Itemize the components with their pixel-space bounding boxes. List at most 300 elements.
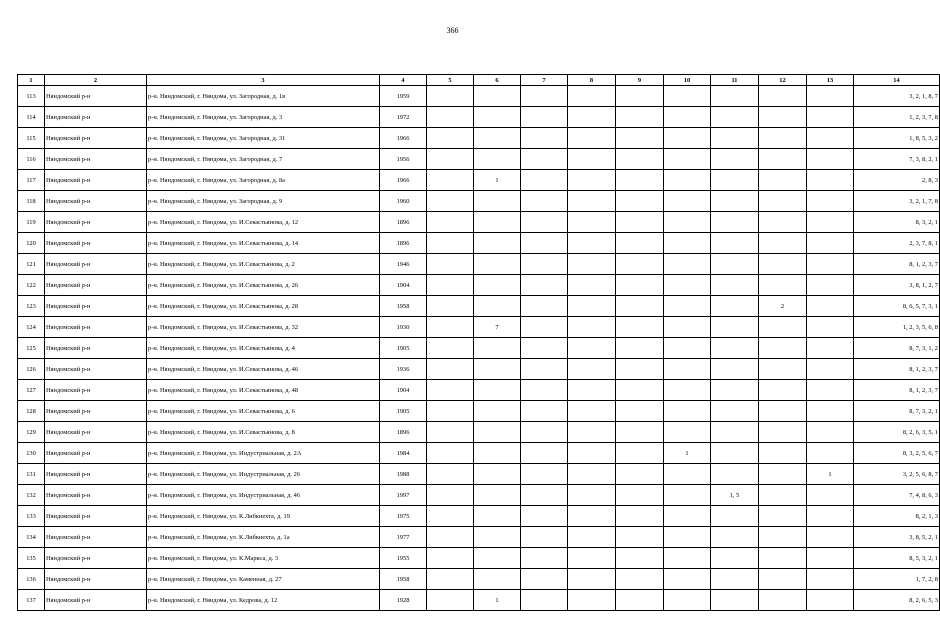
year-cell: 1966	[380, 128, 427, 149]
col5-cell	[427, 443, 474, 464]
col12-cell	[759, 107, 807, 128]
col7-cell	[521, 149, 568, 170]
col9-cell	[616, 191, 664, 212]
col13-cell: 1	[807, 464, 854, 485]
col5-cell	[427, 380, 474, 401]
col10-cell	[664, 422, 711, 443]
col13-cell	[807, 128, 854, 149]
address-cell: р-н. Няндомский, г. Няндома, ул. Загородная, д. 1в	[147, 86, 380, 107]
col6-cell: 7	[474, 317, 521, 338]
address-cell: р-н. Няндомский, г. Няндома, ул. И.Севастьянова, д. 46	[147, 359, 380, 380]
col6-cell	[474, 191, 521, 212]
col8-cell	[568, 527, 616, 548]
col5-cell	[427, 569, 474, 590]
col12-cell	[759, 317, 807, 338]
row-number: 125	[18, 338, 45, 359]
col7-cell	[521, 527, 568, 548]
row-number: 132	[18, 485, 45, 506]
col11-cell	[711, 233, 759, 254]
district-cell: Няндомский р-н	[45, 506, 147, 527]
col12-cell	[759, 212, 807, 233]
col12-cell: 2	[759, 296, 807, 317]
col5-cell	[427, 107, 474, 128]
col10-cell	[664, 359, 711, 380]
year-cell: 1904	[380, 380, 427, 401]
col7-cell	[521, 233, 568, 254]
table-row	[18, 254, 940, 275]
col8-cell	[568, 128, 616, 149]
district-cell: Няндомский р-н	[45, 296, 147, 317]
col5-cell	[427, 464, 474, 485]
district-cell: Няндомский р-н	[45, 380, 147, 401]
col7-cell	[521, 422, 568, 443]
col11-cell	[711, 191, 759, 212]
col6-cell	[474, 464, 521, 485]
col12-cell	[759, 128, 807, 149]
address-cell: р-н. Няндомский, г. Няндома, ул. И.Севастьянова, д. 14	[147, 233, 380, 254]
col9-cell	[616, 359, 664, 380]
col5-cell	[427, 254, 474, 275]
col11-cell	[711, 149, 759, 170]
col11-cell	[711, 548, 759, 569]
year-cell: 1966	[380, 170, 427, 191]
col12-cell	[759, 254, 807, 275]
year-cell: 1896	[380, 212, 427, 233]
col14-cell: 7, 3, 8, 2, 1	[854, 149, 940, 170]
col11-cell	[711, 107, 759, 128]
col6-cell	[474, 506, 521, 527]
col11-cell	[711, 296, 759, 317]
col8-cell	[568, 422, 616, 443]
address-cell: р-н. Няндомский, г. Няндома, ул. Загородная, д. 9	[147, 191, 380, 212]
col5-cell	[427, 548, 474, 569]
column-header-14: 14	[854, 75, 940, 86]
col13-cell	[807, 149, 854, 170]
col8-cell	[568, 359, 616, 380]
district-cell: Няндомский р-н	[45, 212, 147, 233]
col8-cell	[568, 254, 616, 275]
col8-cell	[568, 569, 616, 590]
address-cell: р-н. Няндомский, г. Няндома, ул. И.Севастьянова, д. 26	[147, 275, 380, 296]
table-row	[18, 443, 940, 464]
row-number: 122	[18, 275, 45, 296]
district-cell: Няндомский р-н	[45, 485, 147, 506]
col10-cell	[664, 527, 711, 548]
column-header-3: 3	[147, 75, 380, 86]
col5-cell	[427, 212, 474, 233]
col8-cell	[568, 233, 616, 254]
table-row	[18, 485, 940, 506]
year-cell: 1997	[380, 485, 427, 506]
col14-cell: 7, 4, 8, 6, 3	[854, 485, 940, 506]
col6-cell: 1	[474, 170, 521, 191]
address-cell: р-н. Няндомский, г. Няндома, ул. Загородная, д. 7	[147, 149, 380, 170]
col5-cell	[427, 86, 474, 107]
col13-cell	[807, 485, 854, 506]
year-cell: 1955	[380, 548, 427, 569]
address-cell: р-н. Няндомский, г. Няндома, ул. Загородная, д. 8а	[147, 170, 380, 191]
col7-cell	[521, 275, 568, 296]
col14-cell: 8, 1, 2, 3, 7	[854, 254, 940, 275]
col7-cell	[521, 380, 568, 401]
header-row	[18, 75, 940, 86]
row-number: 113	[18, 86, 45, 107]
year-cell: 1958	[380, 296, 427, 317]
table-row	[18, 107, 940, 128]
col11-cell	[711, 128, 759, 149]
year-cell: 1958	[380, 569, 427, 590]
address-cell: р-н. Няндомский, г. Няндома, ул. И.Севастьянова, д. 6	[147, 401, 380, 422]
col5-cell	[427, 338, 474, 359]
row-number: 121	[18, 254, 45, 275]
year-cell: 1928	[380, 590, 427, 611]
address-cell: р-н. Няндомский, г. Няндома, ул. Индустриальная, д. 2А	[147, 443, 380, 464]
col14-cell: 8, 2, 1, 3	[854, 506, 940, 527]
col10-cell: 1	[664, 443, 711, 464]
district-cell: Няндомский р-н	[45, 254, 147, 275]
col6-cell: 1	[474, 590, 521, 611]
col5-cell	[427, 170, 474, 191]
col14-cell: 1, 7, 2, 8	[854, 569, 940, 590]
table-row	[18, 506, 940, 527]
address-cell: р-н. Няндомский, г. Няндома, ул. Кедрова, д. 12	[147, 590, 380, 611]
col7-cell	[521, 317, 568, 338]
table-row	[18, 338, 940, 359]
col6-cell	[474, 401, 521, 422]
col10-cell	[664, 296, 711, 317]
col13-cell	[807, 170, 854, 191]
row-number: 129	[18, 422, 45, 443]
column-header-11: 11	[711, 75, 759, 86]
col12-cell	[759, 170, 807, 191]
col6-cell	[474, 527, 521, 548]
row-number: 116	[18, 149, 45, 170]
col10-cell	[664, 569, 711, 590]
district-cell: Няндомский р-н	[45, 401, 147, 422]
col5-cell	[427, 233, 474, 254]
col9-cell	[616, 170, 664, 191]
col13-cell	[807, 86, 854, 107]
col9-cell	[616, 212, 664, 233]
col11-cell	[711, 464, 759, 485]
col8-cell	[568, 86, 616, 107]
col13-cell	[807, 296, 854, 317]
row-number: 126	[18, 359, 45, 380]
column-header-10: 10	[664, 75, 711, 86]
address-cell: р-н. Няндомский, г. Няндома, ул. К.Либкнехта, д. 1а	[147, 527, 380, 548]
col7-cell	[521, 254, 568, 275]
table-row	[18, 212, 940, 233]
col5-cell	[427, 422, 474, 443]
col11-cell	[711, 254, 759, 275]
row-number: 127	[18, 380, 45, 401]
col10-cell	[664, 212, 711, 233]
col8-cell	[568, 296, 616, 317]
col9-cell	[616, 296, 664, 317]
col11-cell	[711, 443, 759, 464]
col9-cell	[616, 380, 664, 401]
district-cell: Няндомский р-н	[45, 191, 147, 212]
col9-cell	[616, 254, 664, 275]
col11-cell	[711, 401, 759, 422]
col6-cell	[474, 485, 521, 506]
address-cell: р-н. Няндомский, г. Няндома, ул. Индустриальная, д. 26	[147, 464, 380, 485]
col7-cell	[521, 401, 568, 422]
col6-cell	[474, 149, 521, 170]
col6-cell	[474, 359, 521, 380]
col8-cell	[568, 464, 616, 485]
col14-cell: 8, 5, 3, 2, 1	[854, 548, 940, 569]
col14-cell: 8, 1, 2, 3, 7	[854, 359, 940, 380]
col14-cell: 3, 2, 5, 6, 8, 7	[854, 464, 940, 485]
year-cell: 1930	[380, 317, 427, 338]
col11-cell	[711, 212, 759, 233]
address-cell: р-н. Няндомский, г. Няндома, ул. К.Либкнехта, д. 19	[147, 506, 380, 527]
col5-cell	[427, 296, 474, 317]
col8-cell	[568, 149, 616, 170]
col12-cell	[759, 443, 807, 464]
col13-cell	[807, 380, 854, 401]
row-number: 133	[18, 506, 45, 527]
col6-cell	[474, 338, 521, 359]
col9-cell	[616, 401, 664, 422]
col9-cell	[616, 506, 664, 527]
column-header-9: 9	[616, 75, 664, 86]
col6-cell	[474, 443, 521, 464]
year-cell: 1960	[380, 191, 427, 212]
col13-cell	[807, 191, 854, 212]
col9-cell	[616, 590, 664, 611]
col12-cell	[759, 275, 807, 296]
table-body	[18, 86, 940, 611]
address-cell: р-н. Няндомский, г. Няндома, ул. Индустриальная, д. 46	[147, 485, 380, 506]
col8-cell	[568, 107, 616, 128]
row-number: 117	[18, 170, 45, 191]
district-cell: Няндомский р-н	[45, 317, 147, 338]
col6-cell	[474, 128, 521, 149]
col14-cell: 3, 8, 5, 2, 1	[854, 527, 940, 548]
table-row	[18, 548, 940, 569]
col14-cell: 8, 7, 3, 2, 1	[854, 401, 940, 422]
district-cell: Няндомский р-н	[45, 359, 147, 380]
district-cell: Няндомский р-н	[45, 422, 147, 443]
col7-cell	[521, 128, 568, 149]
col6-cell	[474, 380, 521, 401]
table-row	[18, 359, 940, 380]
row-number: 120	[18, 233, 45, 254]
col13-cell	[807, 212, 854, 233]
table-row	[18, 149, 940, 170]
col13-cell	[807, 590, 854, 611]
col12-cell	[759, 191, 807, 212]
col10-cell	[664, 401, 711, 422]
col9-cell	[616, 275, 664, 296]
district-cell: Няндомский р-н	[45, 275, 147, 296]
year-cell: 1946	[380, 254, 427, 275]
col10-cell	[664, 254, 711, 275]
col11-cell	[711, 590, 759, 611]
year-cell: 1896	[380, 422, 427, 443]
col5-cell	[427, 128, 474, 149]
col11-cell	[711, 338, 759, 359]
row-number: 119	[18, 212, 45, 233]
col8-cell	[568, 317, 616, 338]
address-cell: р-н. Няндомский, г. Няндома, ул. И.Севастьянова, д. 8	[147, 422, 380, 443]
col7-cell	[521, 107, 568, 128]
district-cell: Няндомский р-н	[45, 569, 147, 590]
col8-cell	[568, 590, 616, 611]
col5-cell	[427, 191, 474, 212]
col9-cell	[616, 527, 664, 548]
col11-cell	[711, 170, 759, 191]
col13-cell	[807, 338, 854, 359]
table-row	[18, 527, 940, 548]
district-cell: Няндомский р-н	[45, 86, 147, 107]
col13-cell	[807, 359, 854, 380]
col10-cell	[664, 464, 711, 485]
col12-cell	[759, 338, 807, 359]
col10-cell	[664, 128, 711, 149]
col9-cell	[616, 485, 664, 506]
col11-cell	[711, 317, 759, 338]
col14-cell: 8, 7, 3, 1, 2	[854, 338, 940, 359]
district-cell: Няндомский р-н	[45, 527, 147, 548]
col11-cell	[711, 380, 759, 401]
col6-cell	[474, 254, 521, 275]
col14-cell: 8, 3, 2, 1	[854, 212, 940, 233]
col6-cell	[474, 212, 521, 233]
row-number: 135	[18, 548, 45, 569]
col7-cell	[521, 590, 568, 611]
col9-cell	[616, 86, 664, 107]
col7-cell	[521, 569, 568, 590]
col12-cell	[759, 149, 807, 170]
district-cell: Няндомский р-н	[45, 590, 147, 611]
address-cell: р-н. Няндомский, г. Няндома, ул. И.Севастьянова, д. 48	[147, 380, 380, 401]
col10-cell	[664, 485, 711, 506]
col12-cell	[759, 527, 807, 548]
col10-cell	[664, 191, 711, 212]
col14-cell: 1, 2, 3, 5, 6, 8	[854, 317, 940, 338]
col6-cell	[474, 86, 521, 107]
district-cell: Няндомский р-н	[45, 170, 147, 191]
year-cell: 1896	[380, 233, 427, 254]
col6-cell	[474, 233, 521, 254]
district-cell: Няндомский р-н	[45, 338, 147, 359]
row-number: 131	[18, 464, 45, 485]
col10-cell	[664, 590, 711, 611]
district-cell: Няндомский р-н	[45, 464, 147, 485]
col8-cell	[568, 191, 616, 212]
address-cell: р-н. Няндомский, г. Няндома, ул. И.Севастьянова, д. 4	[147, 338, 380, 359]
column-header-2: 2	[45, 75, 147, 86]
col10-cell	[664, 107, 711, 128]
column-header-7: 7	[521, 75, 568, 86]
col12-cell	[759, 380, 807, 401]
col13-cell	[807, 275, 854, 296]
column-header-5: 5	[427, 75, 474, 86]
col11-cell	[711, 422, 759, 443]
col8-cell	[568, 443, 616, 464]
col12-cell	[759, 86, 807, 107]
col7-cell	[521, 359, 568, 380]
col7-cell	[521, 296, 568, 317]
col13-cell	[807, 254, 854, 275]
col13-cell	[807, 317, 854, 338]
col14-cell: 8, 1, 2, 3, 7	[854, 380, 940, 401]
col6-cell	[474, 275, 521, 296]
col8-cell	[568, 275, 616, 296]
col5-cell	[427, 527, 474, 548]
column-header-8: 8	[568, 75, 616, 86]
col7-cell	[521, 506, 568, 527]
col9-cell	[616, 338, 664, 359]
row-number: 123	[18, 296, 45, 317]
table-row	[18, 128, 940, 149]
col10-cell	[664, 317, 711, 338]
col13-cell	[807, 233, 854, 254]
col10-cell	[664, 275, 711, 296]
col5-cell	[427, 401, 474, 422]
col7-cell	[521, 170, 568, 191]
col5-cell	[427, 149, 474, 170]
table-row	[18, 464, 940, 485]
row-number: 118	[18, 191, 45, 212]
table-row	[18, 569, 940, 590]
col8-cell	[568, 485, 616, 506]
row-number: 137	[18, 590, 45, 611]
district-cell: Няндомский р-н	[45, 128, 147, 149]
col12-cell	[759, 422, 807, 443]
col5-cell	[427, 275, 474, 296]
column-header-13: 13	[807, 75, 854, 86]
row-number: 130	[18, 443, 45, 464]
col8-cell	[568, 506, 616, 527]
col14-cell: 2, 3, 7, 8, 1	[854, 233, 940, 254]
col6-cell	[474, 107, 521, 128]
col13-cell	[807, 401, 854, 422]
col6-cell	[474, 422, 521, 443]
col12-cell	[759, 506, 807, 527]
col12-cell	[759, 548, 807, 569]
col13-cell	[807, 569, 854, 590]
col10-cell	[664, 170, 711, 191]
column-header-4: 4	[380, 75, 427, 86]
year-cell: 1936	[380, 359, 427, 380]
row-number: 115	[18, 128, 45, 149]
year-cell: 1956	[380, 149, 427, 170]
col10-cell	[664, 86, 711, 107]
col11-cell	[711, 86, 759, 107]
col9-cell	[616, 569, 664, 590]
address-cell: р-н. Няндомский, г. Няндома, ул. И.Севастьянова, д. 2	[147, 254, 380, 275]
col7-cell	[521, 212, 568, 233]
col8-cell	[568, 170, 616, 191]
year-cell: 1959	[380, 86, 427, 107]
row-number: 128	[18, 401, 45, 422]
col14-cell: 1, 2, 3, 7, 8	[854, 107, 940, 128]
col9-cell	[616, 233, 664, 254]
column-header-12: 12	[759, 75, 807, 86]
col6-cell	[474, 296, 521, 317]
address-cell: р-н. Няндомский, г. Няндома, ул. И.Севастьянова, д. 28	[147, 296, 380, 317]
address-cell: р-н. Няндомский, г. Няндома, ул. Загородная, д. 31	[147, 128, 380, 149]
table-row	[18, 296, 940, 317]
address-cell: р-н. Няндомский, г. Няндома, ул. К.Маркса, д. 3	[147, 548, 380, 569]
col12-cell	[759, 590, 807, 611]
col9-cell	[616, 128, 664, 149]
col6-cell	[474, 569, 521, 590]
